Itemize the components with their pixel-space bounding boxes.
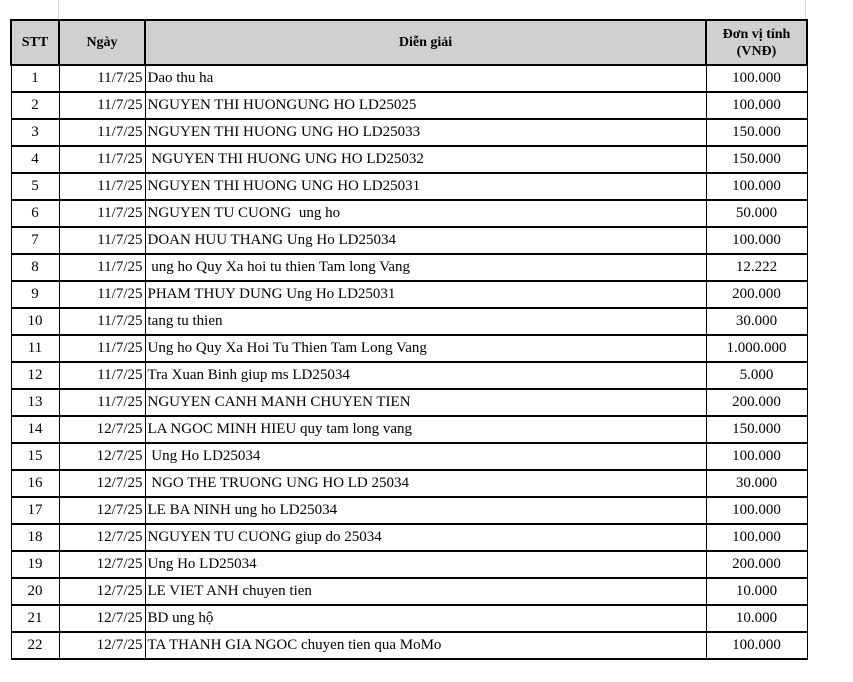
grid-divider — [805, 0, 806, 19]
table-row — [11, 362, 807, 389]
table-row — [11, 119, 807, 146]
row-amount-cell[interactable]: 100.000 — [706, 65, 807, 92]
row-date-cell[interactable]: 11/7/25 — [59, 200, 145, 227]
row-stt-cell[interactable]: 18 — [11, 524, 59, 551]
header-stt[interactable]: STT — [11, 20, 59, 65]
header-date[interactable]: Ngày — [59, 20, 145, 65]
row-description-cell[interactable]: Dao thu ha — [145, 65, 706, 92]
row-description-cell[interactable]: Tra Xuan Binh giup ms LD25034 — [145, 362, 706, 389]
row-date-cell[interactable]: 12/7/25 — [59, 470, 145, 497]
table-row — [11, 605, 807, 632]
row-date-cell[interactable]: 11/7/25 — [59, 119, 145, 146]
row-description-cell[interactable]: BD ung hộ — [145, 605, 706, 632]
table-row — [11, 254, 807, 281]
row-stt-cell[interactable]: 15 — [11, 443, 59, 470]
table-row — [11, 173, 807, 200]
table-row — [11, 524, 807, 551]
row-description-cell[interactable]: NGUYEN THI HUONG UNG HO LD25033 — [145, 119, 706, 146]
row-description-cell[interactable]: tang tu thien — [145, 308, 706, 335]
row-stt-cell[interactable]: 17 — [11, 497, 59, 524]
row-description-cell[interactable]: PHAM THUY DUNG Ung Ho LD25031 — [145, 281, 706, 308]
row-date-cell[interactable]: 11/7/25 — [59, 92, 145, 119]
row-description-cell[interactable]: LE BA NINH ung ho LD25034 — [145, 497, 706, 524]
row-amount-cell[interactable]: 200.000 — [706, 281, 807, 308]
table-row — [11, 551, 807, 578]
row-description-cell[interactable]: NGUYEN TU CUONG ung ho — [145, 200, 706, 227]
row-date-cell[interactable]: 11/7/25 — [59, 281, 145, 308]
row-amount-cell[interactable]: 150.000 — [706, 146, 807, 173]
donation-table — [10, 19, 808, 660]
row-date-cell[interactable]: 12/7/25 — [59, 443, 145, 470]
table-row — [11, 578, 807, 605]
row-amount-cell[interactable]: 100.000 — [706, 524, 807, 551]
table-row — [11, 308, 807, 335]
row-description-cell[interactable]: Ung Ho LD25034 — [145, 443, 706, 470]
row-date-cell[interactable]: 12/7/25 — [59, 551, 145, 578]
row-stt-cell[interactable]: 14 — [11, 416, 59, 443]
row-stt-cell[interactable]: 16 — [11, 470, 59, 497]
row-description-cell[interactable]: NGUYEN THI HUONG UNG HO LD25031 — [145, 173, 706, 200]
row-description-cell[interactable]: NGUYEN CANH MANH CHUYEN TIEN — [145, 389, 706, 416]
row-amount-cell[interactable]: 200.000 — [706, 389, 807, 416]
row-amount-cell[interactable]: 30.000 — [706, 470, 807, 497]
table-row — [11, 65, 807, 92]
row-amount-cell[interactable]: 10.000 — [706, 605, 807, 632]
row-stt-cell[interactable]: 4 — [11, 146, 59, 173]
header-unit[interactable] — [706, 20, 807, 65]
row-date-cell[interactable]: 12/7/25 — [59, 578, 145, 605]
row-description-cell[interactable]: NGUYEN THI HUONGUNG HO LD25025 — [145, 92, 706, 119]
table-header-row — [11, 20, 807, 65]
row-description-cell[interactable]: NGUYEN TU CUONG giup do 25034 — [145, 524, 706, 551]
row-date-cell[interactable]: 11/7/25 — [59, 389, 145, 416]
row-stt-cell[interactable]: 13 — [11, 389, 59, 416]
row-stt-cell[interactable]: 11 — [11, 335, 59, 362]
row-amount-cell[interactable]: 1.000.000 — [706, 335, 807, 362]
row-amount-cell[interactable]: 5.000 — [706, 362, 807, 389]
header-unit-line1: Đơn vị tính — [722, 26, 791, 42]
row-amount-cell[interactable]: 100.000 — [706, 227, 807, 254]
row-stt-cell[interactable]: 1 — [11, 65, 59, 92]
row-stt-cell[interactable]: 10 — [11, 308, 59, 335]
row-stt-cell[interactable]: 5 — [11, 173, 59, 200]
row-date-cell[interactable]: 11/7/25 — [59, 146, 145, 173]
row-date-cell[interactable]: 12/7/25 — [59, 524, 145, 551]
row-amount-cell[interactable]: 30.000 — [706, 308, 807, 335]
row-amount-cell[interactable]: 10.000 — [706, 578, 807, 605]
row-date-cell[interactable]: 12/7/25 — [59, 416, 145, 443]
header-description[interactable]: Diễn giải — [145, 20, 706, 65]
table-row — [11, 92, 807, 119]
row-stt-cell[interactable]: 12 — [11, 362, 59, 389]
row-description-cell[interactable]: NGO THE TRUONG UNG HO LD 25034 — [145, 470, 706, 497]
grid-divider — [58, 0, 59, 19]
row-date-cell[interactable]: 11/7/25 — [59, 173, 145, 200]
row-amount-cell[interactable]: 100.000 — [706, 173, 807, 200]
table-row — [11, 281, 807, 308]
row-date-cell[interactable]: 11/7/25 — [59, 65, 145, 92]
row-date-cell[interactable]: 12/7/25 — [59, 605, 145, 632]
row-amount-cell[interactable]: 100.000 — [706, 443, 807, 470]
row-description-cell[interactable]: DOAN HUU THANG Ung Ho LD25034 — [145, 227, 706, 254]
row-stt-cell[interactable]: 3 — [11, 119, 59, 146]
row-stt-cell[interactable]: 8 — [11, 254, 59, 281]
table-row — [11, 389, 807, 416]
table-row — [11, 227, 807, 254]
row-amount-cell[interactable]: 200.000 — [706, 551, 807, 578]
table-row — [11, 335, 807, 362]
table-row — [11, 416, 807, 443]
row-amount-cell[interactable]: 150.000 — [706, 416, 807, 443]
row-stt-cell[interactable]: 22 — [11, 632, 59, 659]
row-date-cell[interactable]: 12/7/25 — [59, 497, 145, 524]
table-row — [11, 443, 807, 470]
row-description-cell[interactable]: LA NGOC MINH HIEU quy tam long vang — [145, 416, 706, 443]
row-description-cell[interactable]: TA THANH GIA NGOC chuyen tien qua MoMo — [145, 632, 706, 659]
row-date-cell[interactable]: 11/7/25 — [59, 362, 145, 389]
row-stt-cell[interactable]: 19 — [11, 551, 59, 578]
table-body — [11, 65, 807, 659]
table-row — [11, 497, 807, 524]
row-amount-cell[interactable]: 100.000 — [706, 497, 807, 524]
row-date-cell[interactable]: 11/7/25 — [59, 227, 145, 254]
row-date-cell[interactable]: 11/7/25 — [59, 254, 145, 281]
row-stt-cell[interactable]: 2 — [11, 92, 59, 119]
table-row — [11, 470, 807, 497]
spreadsheet-empty-row — [10, 0, 805, 20]
table-row — [11, 146, 807, 173]
row-description-cell[interactable]: Ung ho Quy Xa Hoi Tu Thien Tam Long Vang — [145, 335, 706, 362]
row-description-cell[interactable]: LE VIET ANH chuyen tien — [145, 578, 706, 605]
table-row — [11, 200, 807, 227]
row-amount-cell[interactable]: 100.000 — [706, 92, 807, 119]
row-description-cell[interactable]: Ung Ho LD25034 — [145, 551, 706, 578]
row-date-cell[interactable]: 11/7/25 — [59, 308, 145, 335]
row-date-cell[interactable]: 11/7/25 — [59, 335, 145, 362]
row-description-cell[interactable]: ung ho Quy Xa hoi tu thien Tam long Vang — [145, 254, 706, 281]
row-amount-cell[interactable]: 150.000 — [706, 119, 807, 146]
row-stt-cell[interactable]: 9 — [11, 281, 59, 308]
row-amount-cell[interactable]: 50.000 — [706, 200, 807, 227]
row-stt-cell[interactable]: 20 — [11, 578, 59, 605]
row-stt-cell[interactable]: 7 — [11, 227, 59, 254]
row-stt-cell[interactable]: 6 — [11, 200, 59, 227]
row-amount-cell[interactable]: 12.222 — [706, 254, 807, 281]
table-row — [11, 632, 807, 659]
row-stt-cell[interactable]: 21 — [11, 605, 59, 632]
row-amount-cell[interactable]: 100.000 — [706, 632, 807, 659]
header-unit-line2: (VNĐ) — [736, 43, 777, 59]
row-description-cell[interactable]: NGUYEN THI HUONG UNG HO LD25032 — [145, 146, 706, 173]
row-date-cell[interactable]: 12/7/25 — [59, 632, 145, 659]
